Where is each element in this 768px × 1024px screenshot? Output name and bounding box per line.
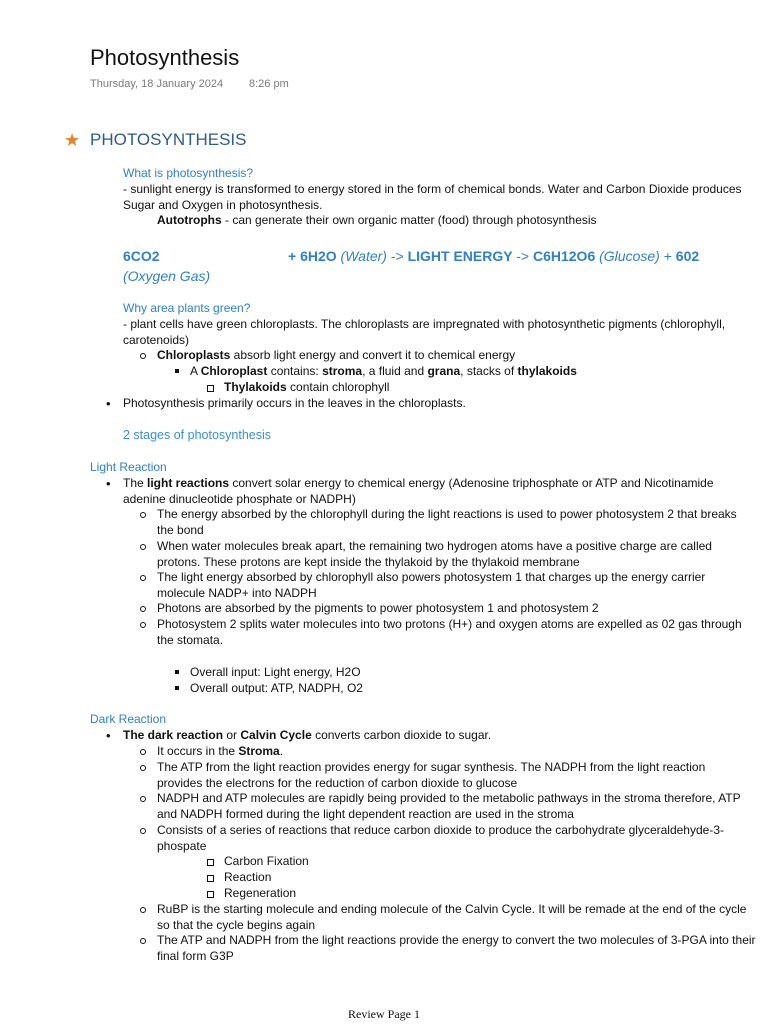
eq-water-label: (Water) [340,248,387,264]
eq-oxygen-formula: 602 [675,248,700,264]
what-question: What is photosynthesis? [123,166,254,180]
text: The [123,476,148,490]
term: grana [427,364,461,378]
page-footer: Review Page 1 [348,1007,420,1021]
light-reaction-heading: Light Reaction [90,460,167,474]
dark-reaction-heading: Dark Reaction [90,712,167,726]
term: Chloroplasts [157,348,231,362]
autotrophs-term: Autotrophs [157,213,222,227]
list-item: When water molecules break apart, the remaining two hydrogen atoms have a positive charge are called protons. These protons are kept inside the thylakoid by the thylakoid membrane [157,539,747,570]
list-item [123,728,491,744]
stages-heading: 2 stages of photosynthesis [123,428,272,442]
text: converts carbon dioxide to sugar. [311,728,492,742]
list-item [224,380,389,396]
list-item [157,348,515,364]
list-item: Carbon Fixation [224,854,309,868]
eq-glucose-label: (Glucose) [599,248,660,264]
text: . [279,744,284,758]
term: The dark reaction [123,728,224,742]
green-question: Why area plants green? [123,301,251,315]
eq-light-energy: LIGHT ENERGY [407,248,513,264]
term: Calvin Cycle [240,728,312,742]
list-item: Overall input: Light energy, H2O [190,665,361,679]
list-item: The ATP from the light reaction provides energy for sugar synthesis. The NADPH from the light reaction provides the electrons for the reduction of carbon dioxide to glucose [157,760,747,791]
term: stroma [322,364,363,378]
list-item: Regeneration [224,886,297,900]
text: contain chlorophyll [286,380,390,394]
term: light reactions [147,476,230,490]
text: , a fluid and [362,364,428,378]
text: contains: [267,364,323,378]
term: Stroma [238,744,280,758]
list-item: RuBP is the starting molecule and ending molecule of the Calvin Cycle. It will be remade at the end of the cycle so that the cycle begins again [157,902,747,932]
list-item: The light energy absorbed by chlorophyll also powers photosystem 1 that charges up the energy carrier molecule NADP+ into NADPH [157,570,747,601]
term: Chloroplast [200,364,268,378]
eq-plus: + [663,248,672,264]
list-item: Photons are absorbed by the pigments to power photosystem 1 and photosystem 2 [157,601,747,617]
star-icon: ★ [64,130,81,150]
what-answer: - sunlight energy is transformed to energy stored in the form of chemical bonds. Water and Carbon Dioxide produces Sugar and Oxygen in photosynthesis. [123,182,742,212]
eq-oxygen-label: (Oxygen Gas) [123,268,211,284]
page-date: Thursday, 18 January 2024 [90,78,224,90]
text: absorb light energy and convert it to chemical energy [230,348,516,362]
text: A [190,364,201,378]
eq-arrow: -> [516,248,530,264]
page-title: Photosynthesis [90,45,240,70]
list-item: Photosystem 2 splits water molecules into two protons (H+) and oxygen atoms are expelled as 02 gas through the stomata. [157,617,747,648]
list-item: Consists of a series of reactions that reduce carbon dioxide to produce the carbohydrate glyceraldehyde-3-phospate [157,823,755,854]
text: It occurs in the [157,744,239,758]
section-heading: PHOTOSYNTHESIS [90,130,247,149]
autotrophs-line [157,213,597,229]
autotrophs-text: - can generate their own organic matter (food) through photosynthesis [221,213,597,227]
list-item [190,364,577,380]
eq-glucose-formula: C6H12O6 [532,248,596,264]
list-item: NADPH and ATP molecules are rapidly being provided to the metabolic pathways in the stroma therefore, ATP and NADPH formed during the light dependent reaction are used in the stroma [157,791,747,822]
term: thylakoids [517,364,577,378]
list-item: Reaction [224,870,272,884]
text: , stacks of [460,364,518,378]
equation-oxygen-label [123,267,210,286]
text: convert solar energy to chemical energy (Adenosine triphosphate or ATP and Nicotinamide adenine dinucleotide phosphate or NADPH) [123,476,714,506]
list-item [157,744,283,760]
term: Thylakoids [224,380,287,394]
list-item: The energy absorbed by the chlorophyll during the light reactions is used to power photosystem 2 that breaks the bond [157,507,747,538]
page-time: 8:26 pm [249,78,289,90]
text: or [223,728,241,742]
list-item: The ATP and NADPH from the light reactions provide the energy to convert the two molecules of 3-PGA into their final form G3P [157,933,756,963]
equation-reactant: 6CO2 [123,248,160,264]
eq-arrow: -> [390,248,404,264]
list-item: • Photosynthesis primarily occurs in the leaves in the chloroplasts. [123,396,466,412]
green-answer: - plant cells have green chloroplasts. The chloroplasts are impregnated with photosynthetic pigments (chlorophyll, carotenoids) [123,317,726,347]
equation-line [288,247,699,266]
eq-water-formula: + 6H2O [288,248,337,264]
list-item [123,476,743,507]
list-item: Overall output: ATP, NADPH, O2 [190,681,363,695]
